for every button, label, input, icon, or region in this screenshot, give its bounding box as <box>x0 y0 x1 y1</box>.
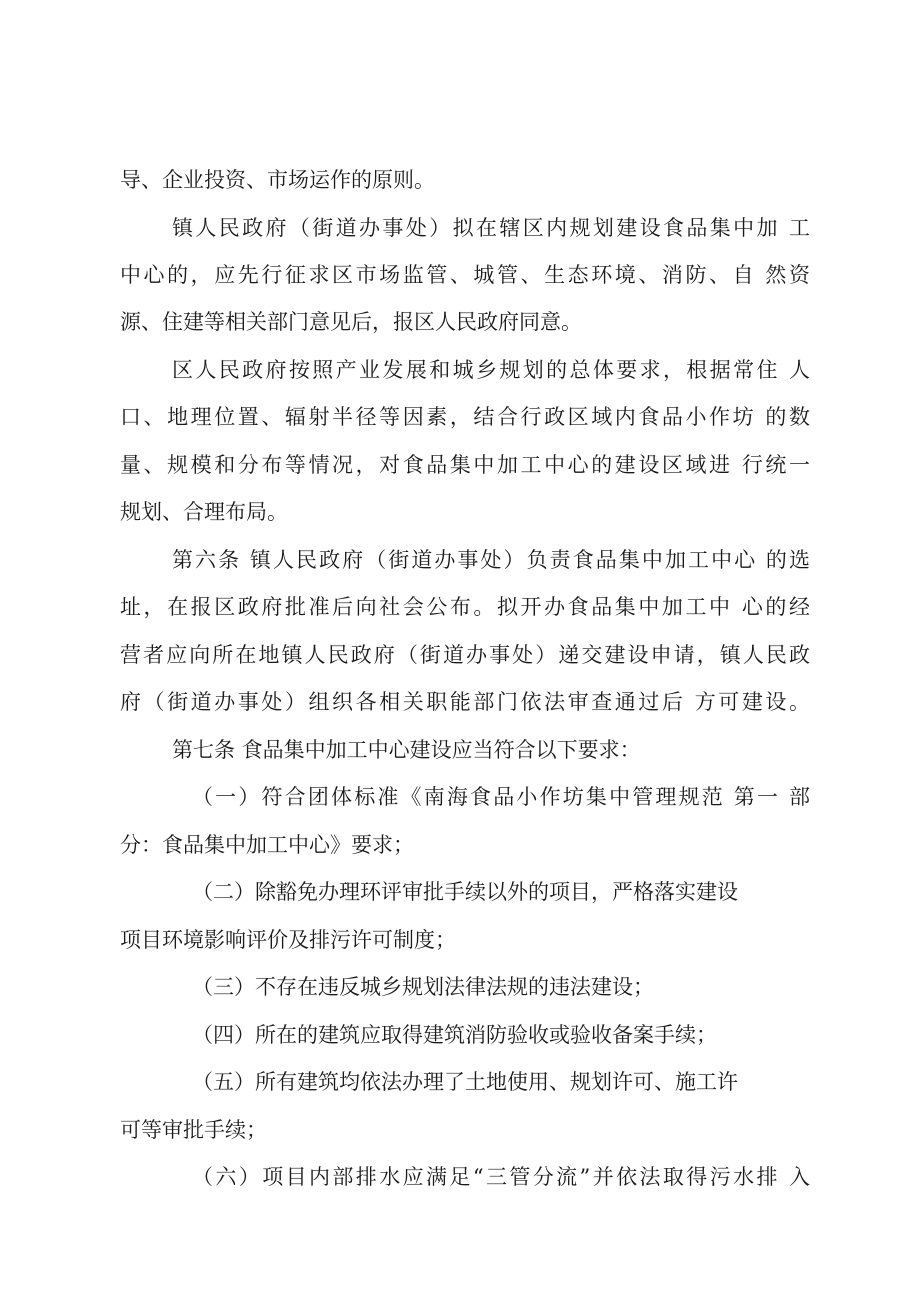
paragraph-line: 规划、合理布局。 <box>120 500 288 524</box>
paragraph-line: 中心的，应先行征求区市场监管、城管、生态环境、消防、自 然资 <box>120 263 810 287</box>
list-item-line: 可等审批手续； <box>120 1118 267 1142</box>
list-item-line: （二）除豁免办理环评审批手续以外的项目，严格落实建设 <box>192 880 738 904</box>
list-item-line: （四）所在的建筑应取得建筑消防验收或验收备案手续； <box>192 1023 717 1047</box>
list-item-line: 分：食品集中加工中心》要求； <box>120 833 414 857</box>
paragraph-line: 口、地理位置、辐射半径等因素，结合行政区域内食品小作坊 的数 <box>120 405 810 429</box>
paragraph-line: 址，在报区政府批准后向社会公布。拟开办食品集中加工中 心的经 <box>120 595 810 619</box>
list-item-line: （六）项目内部排水应满足“三管分流”并依法取得污水排 入 <box>192 1165 810 1189</box>
list-item-line: （三）不存在违反城乡规划法律法规的违法建设； <box>192 975 654 999</box>
paragraph-line: 量、规模和分布等情况，对食品集中加工中心的建设区域进 行统一 <box>120 453 810 477</box>
article-line: 第六条 镇人民政府（街道办事处）负责食品集中加工中心 的选 <box>172 548 810 572</box>
list-item-line: （一）符合团体标准《南海食品小作坊集中管理规范 第一 部 <box>192 785 810 809</box>
paragraph-line: 营者应向所在地镇人民政府（街道办事处）递交建设申请，镇人民政 <box>120 643 810 667</box>
list-item-line: （五）所有建筑均依法办理了土地使用、规划许可、施工许 <box>192 1070 738 1094</box>
list-item-line: 项目环境影响评价及排污许可制度； <box>120 928 456 952</box>
article-line: 第七条 食品集中加工中心建设应当符合以下要求： <box>172 738 641 762</box>
paragraph-line: 导、企业投资、市场运作的原则。 <box>120 168 435 192</box>
paragraph-line: 镇人民政府（街道办事处）拟在辖区内规划建设食品集中加 工 <box>172 216 810 240</box>
paragraph-line: 源、住建等相关部门意见后，报区人民政府同意。 <box>120 310 582 334</box>
paragraph-line: 府（街道办事处）组织各相关职能部门依法审查通过后 方可建设。 <box>120 690 810 714</box>
paragraph-line: 区人民政府按照产业发展和城乡规划的总体要求，根据常住 人 <box>172 358 810 382</box>
